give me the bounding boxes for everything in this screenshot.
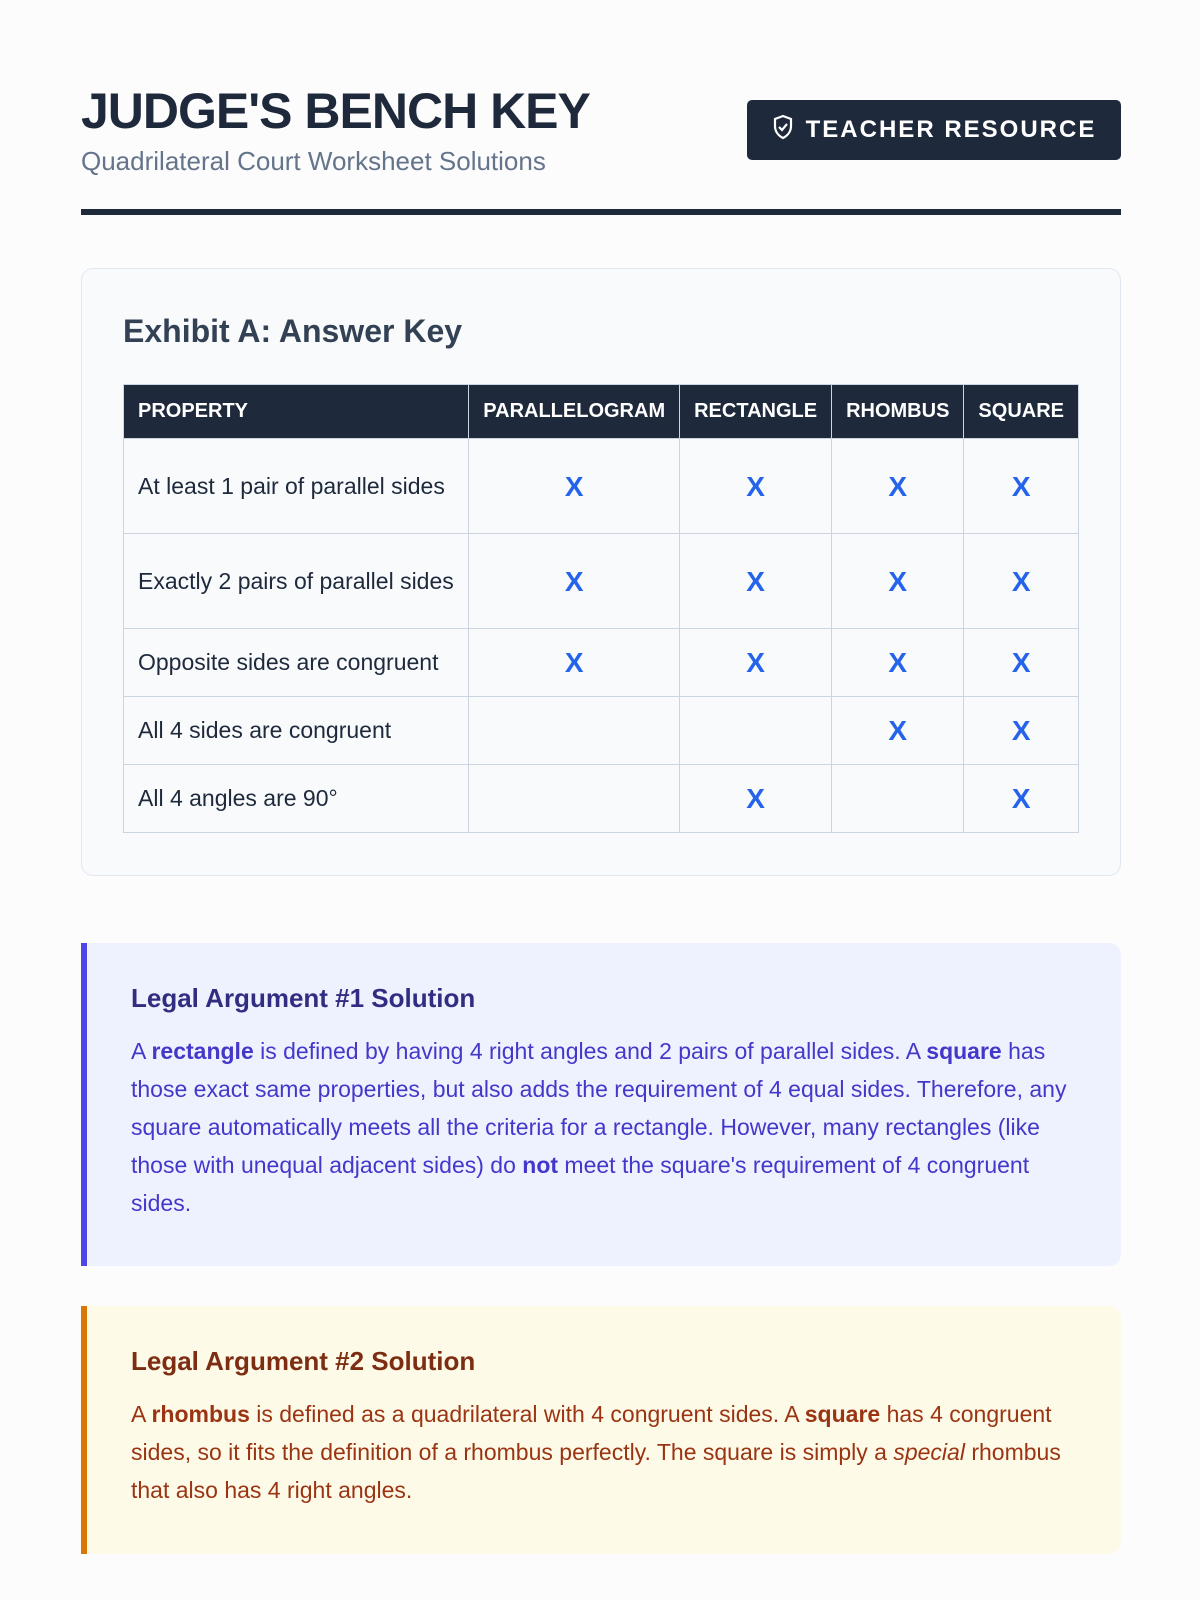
column-header: RECTANGLE xyxy=(680,385,832,439)
exhibit-title: Exhibit A: Answer Key xyxy=(123,313,463,349)
property-cell: At least 1 pair of parallel sides xyxy=(124,439,469,534)
column-header: RHOMBUS xyxy=(832,385,964,439)
table-row xyxy=(124,534,1079,629)
check-cell: X xyxy=(832,629,964,697)
check-cell: X xyxy=(680,534,832,629)
table-row xyxy=(124,697,1079,765)
argument-title: Legal Argument #2 Solution xyxy=(131,1346,476,1376)
check-cell: X xyxy=(964,697,1079,765)
column-header: PARALLELOGRAM xyxy=(469,385,680,439)
table-row xyxy=(124,439,1079,534)
column-header: PROPERTY xyxy=(124,385,469,439)
check-cell: X xyxy=(832,697,964,765)
check-cell: X xyxy=(469,629,680,697)
argument-text: A rectangle is defined by having 4 right angles and 2 pairs of parallel sides. A square has those exact same properties, but also adds the requirement of 4 equal sides. Therefore, any square automatically meets all the criteria for a rectangle. However, many rectangles (like those with unequal adjacent sides) do not meet the square's requirement of 4 congruent sides. xyxy=(131,1038,1067,1216)
page xyxy=(81,0,1121,1503)
property-cell: Exactly 2 pairs of parallel sides xyxy=(124,534,469,629)
page-subtitle: Quadrilateral Court Worksheet Solutions xyxy=(81,146,546,176)
property-cell: Opposite sides are congruent xyxy=(124,629,469,697)
check-cell: X xyxy=(469,534,680,629)
check-cell: X xyxy=(469,439,680,534)
check-cell xyxy=(680,697,832,765)
teacher-resource-badge xyxy=(747,100,1121,160)
table-row xyxy=(124,629,1079,697)
check-cell: X xyxy=(680,629,832,697)
table-row xyxy=(124,765,1079,833)
check-cell xyxy=(469,765,680,833)
argument-title: Legal Argument #1 Solution xyxy=(131,983,476,1013)
answer-key-table xyxy=(123,384,1079,833)
page-title: JUDGE'S BENCH KEY xyxy=(81,83,590,139)
column-header: SQUARE xyxy=(964,385,1079,439)
header xyxy=(81,0,1121,215)
check-cell: X xyxy=(964,629,1079,697)
check-cell xyxy=(832,765,964,833)
check-cell: X xyxy=(964,439,1079,534)
legal-argument-1 xyxy=(81,943,1121,1266)
check-cell: X xyxy=(832,534,964,629)
property-cell: All 4 angles are 90° xyxy=(124,765,469,833)
check-cell: X xyxy=(832,439,964,534)
shield-check-icon xyxy=(772,114,794,147)
legal-argument-2 xyxy=(81,1306,1121,1554)
check-cell: X xyxy=(680,765,832,833)
answer-key-card xyxy=(81,268,1121,876)
check-cell: X xyxy=(964,534,1079,629)
check-cell: X xyxy=(680,439,832,534)
check-cell xyxy=(469,697,680,765)
badge-label: TEACHER RESOURCE xyxy=(805,116,1097,143)
property-cell: All 4 sides are congruent xyxy=(124,697,469,765)
argument-text: A rhombus is defined as a quadrilateral with 4 congruent sides. A square has 4 congruent sides, so it fits the definition of a rhombus perfectly. The square is simply a special rhombus that also has 4 right angles. xyxy=(131,1401,1061,1503)
check-cell: X xyxy=(964,765,1079,833)
